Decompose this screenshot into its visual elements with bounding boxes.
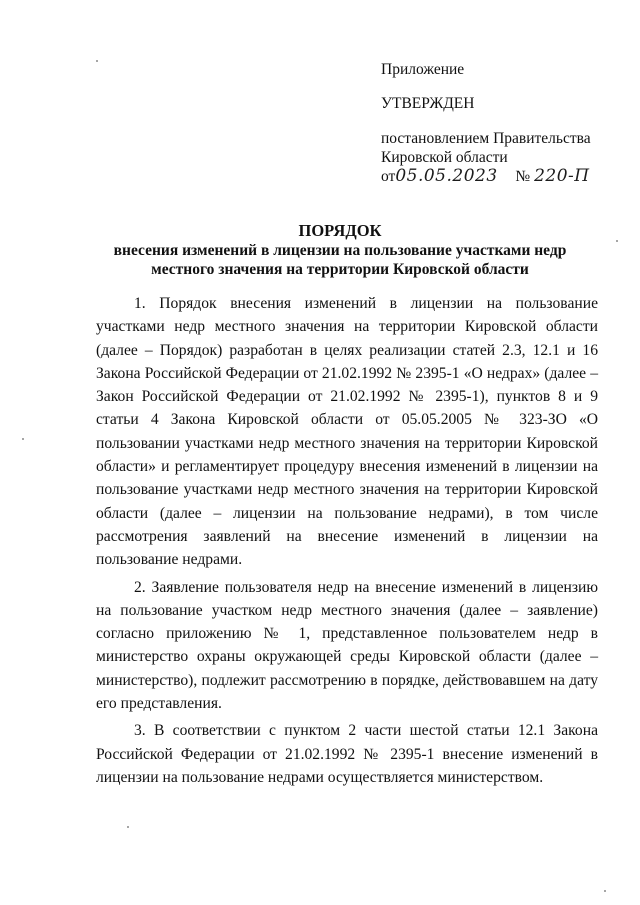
scan-speck [616, 240, 618, 242]
date-prefix: от [381, 168, 396, 185]
handwritten-number: 220-П [534, 166, 590, 186]
annex-label: Приложение [381, 61, 465, 78]
title-subtitle-line-2: местного значения на территории Кировской области [151, 261, 529, 278]
paragraph-2: 2. Заявление пользователя недр на внесение изменений в лицензию на пользование участком недр местного значения (далее – заявление) согласно приложению № 1, представленное пользователем недр в министерство охраны окружающей среды Кировской области (далее – министерство), подлежит рассмотрению в порядке, действовавшем на дату его представления. [96, 578, 598, 713]
number-prefix: № [515, 168, 531, 185]
document-body [96, 292, 598, 793]
decree-line-2: Кировской области [381, 149, 508, 166]
scan-speck [604, 890, 606, 892]
scan-speck [127, 826, 129, 828]
decree-date-number [381, 166, 590, 187]
scan-speck [96, 60, 98, 62]
approved-stamp: УТВЕРЖДЕН [381, 95, 475, 112]
document-title [90, 221, 590, 279]
paragraph-1: 1. Порядок внесения изменений в лицензии на пользование участками недр местного значения на территории Кировской области (далее – Порядок) разработан в целях реализации статей 2.3, 12.1 и 16 Закона Российской Федерации от 21.02.1992 № 2395-1 «О недрах» (далее – Закон Российской Федерации от 21.02.1992 № 2395-1), пунктов 8 и 9 статьи 4 Закона Кировской области от 05.05.2005 № 323-ЗО «О пользовании участками недр местного значения на территории Кировской области» и регламентирует процедуру внесения изменений в лицензии на пользование участками недр местного значения на территории Кировской области (далее – лицензии на пользование недрами), в том числе рассмотрения заявлений на внесение изменений в лицензии на пользование недрами. [96, 295, 598, 569]
page-title: ПОРЯДОК [298, 221, 382, 240]
paragraph-3: 3. В соответствии с пунктом 2 части шестой статьи 12.1 Закона Российской Федерации от 21.02.1992 № 2395-1 внесение изменений в лицензии на пользование недрами осуществляется министерством. [96, 722, 598, 786]
decree-line-1: постановлением Правительства [381, 130, 591, 147]
scan-speck [22, 438, 24, 440]
title-subtitle-line-1: внесения изменений в лицензии на пользование участками недр [113, 242, 567, 259]
handwritten-date: 05.05.2023 [395, 166, 498, 186]
